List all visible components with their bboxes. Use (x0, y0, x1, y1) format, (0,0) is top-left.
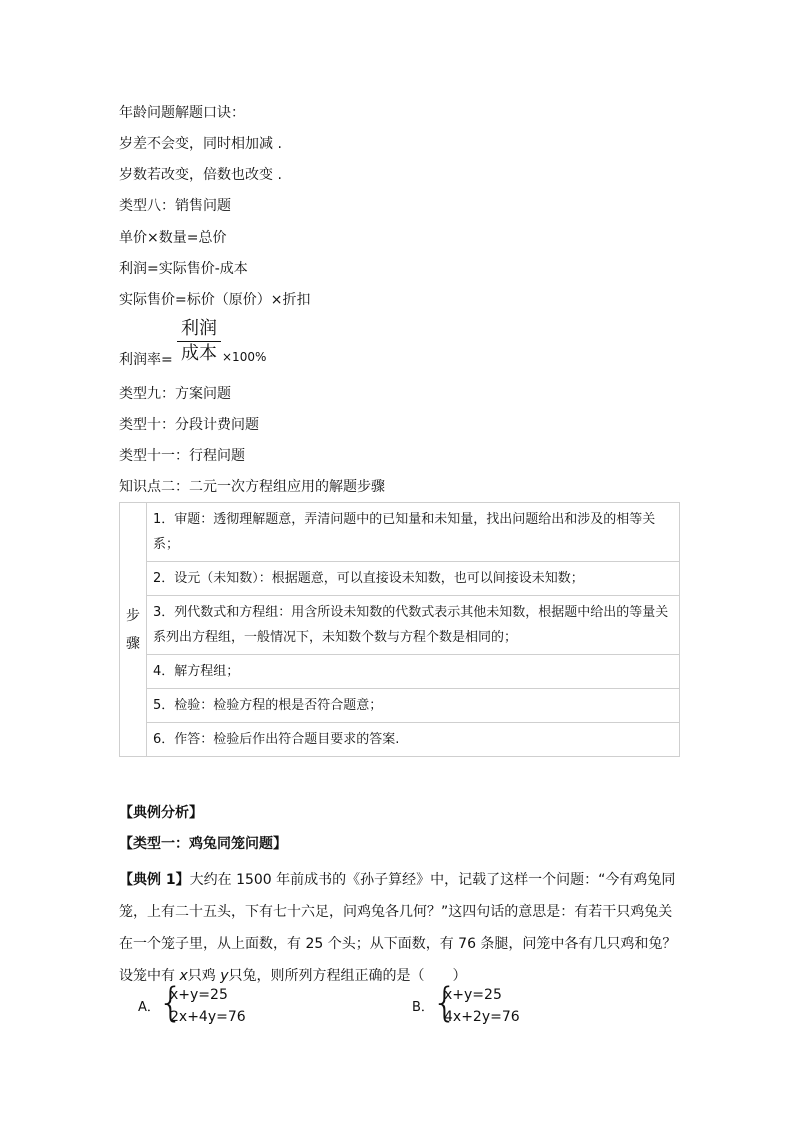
option-a-label: A． (138, 1000, 160, 1015)
solving-steps-table (119, 502, 680, 757)
type-11-heading: 类型十一：行程问题 (119, 448, 245, 464)
table-row (120, 655, 680, 689)
formula-profit: 利润=实际售价-成本 (119, 261, 248, 277)
formula-actual-price: 实际售价=标价（原价）×折扣 (119, 292, 311, 308)
example-text-a: 大约在 1500 年前成书的《孙子算经》中，记载了这样一个问题：“今有鸡兔同笼，上有二十五头，下有七十六足，问鸡兔各几何？”这四句话的意思是：有若干只鸡兔关在一个笼子里，从上面数，有 25 个头；从下面数，有 76 条腿，问笼中各有几只鸡和兔？设笼中有 (119, 872, 677, 984)
age-rule-line-1: 岁差不会变，同时相加减 . (119, 136, 282, 152)
variable-x: x (179, 968, 188, 984)
step-2: 2．设元（未知数）：根据题意，可以直接设未知数，也可以间接设未知数； (147, 562, 680, 596)
table-row (120, 562, 680, 596)
option-b-eq-1: x+y=25 (444, 987, 502, 1003)
profit-rate-label: 利润率= (119, 352, 173, 368)
table-row (120, 503, 680, 562)
age-rule-title: 年龄问题解题口诀： (119, 105, 245, 121)
option-b-label: B． (412, 1000, 434, 1015)
knowledge-point-2: 知识点二：二元一次方程组应用的解题步骤 (119, 479, 385, 495)
formula-total-price: 单价×数量=总价 (119, 230, 227, 246)
example-1-text (119, 864, 679, 992)
steps-header: 步骤 (120, 503, 147, 757)
example-text-b: 只鸡 (187, 968, 221, 984)
table-row (120, 723, 680, 757)
option-b-eq-2: 4x+2y=76 (444, 1009, 520, 1025)
fraction-numerator: 利润 (181, 318, 217, 339)
step-6: 6．作答：检验后作出符合题目要求的答案. (147, 723, 680, 757)
table-row (120, 596, 680, 655)
percent-factor: ×100% (222, 350, 267, 364)
variable-y: y (220, 968, 229, 984)
table-row (120, 689, 680, 723)
option-a-eq-2: 2x+4y=76 (170, 1009, 246, 1025)
option-a-eq-1: x+y=25 (170, 987, 228, 1003)
example-tag: 【典例 1】 (119, 872, 190, 888)
step-1: 1．审题：透彻理解题意，弄清问题中的已知量和未知量，找出问题给出和涉及的相等关系； (147, 503, 680, 562)
analysis-heading: 【典例分析】 (119, 805, 203, 821)
type-1-heading: 【类型一：鸡兔同笼问题】 (119, 836, 287, 852)
type-9-heading: 类型九：方案问题 (119, 386, 231, 402)
option-a-system (170, 984, 246, 1028)
brace-icon: { (158, 980, 184, 1026)
fraction-bar (177, 341, 221, 342)
type-8-heading: 类型八：销售问题 (119, 198, 231, 214)
fraction-denominator: 成本 (181, 343, 217, 364)
step-3: 3．列代数式和方程组：用含所设未知数的代数式表示其他未知数，根据题中给出的等量关系列出方程组，一般情况下，未知数个数与方程个数是相同的； (147, 596, 680, 655)
type-10-heading: 类型十：分段计费问题 (119, 417, 259, 433)
example-text-c: 只兔，则所列方程组正确的是（ ） (228, 968, 467, 984)
brace-icon: { (432, 980, 458, 1026)
step-5: 5．检验：检验方程的根是否符合题意； (147, 689, 680, 723)
option-b-system (444, 984, 520, 1028)
age-rule-line-2: 岁数若改变，倍数也改变 . (119, 167, 282, 183)
profit-rate-fraction (177, 318, 221, 365)
step-4: 4．解方程组； (147, 655, 680, 689)
